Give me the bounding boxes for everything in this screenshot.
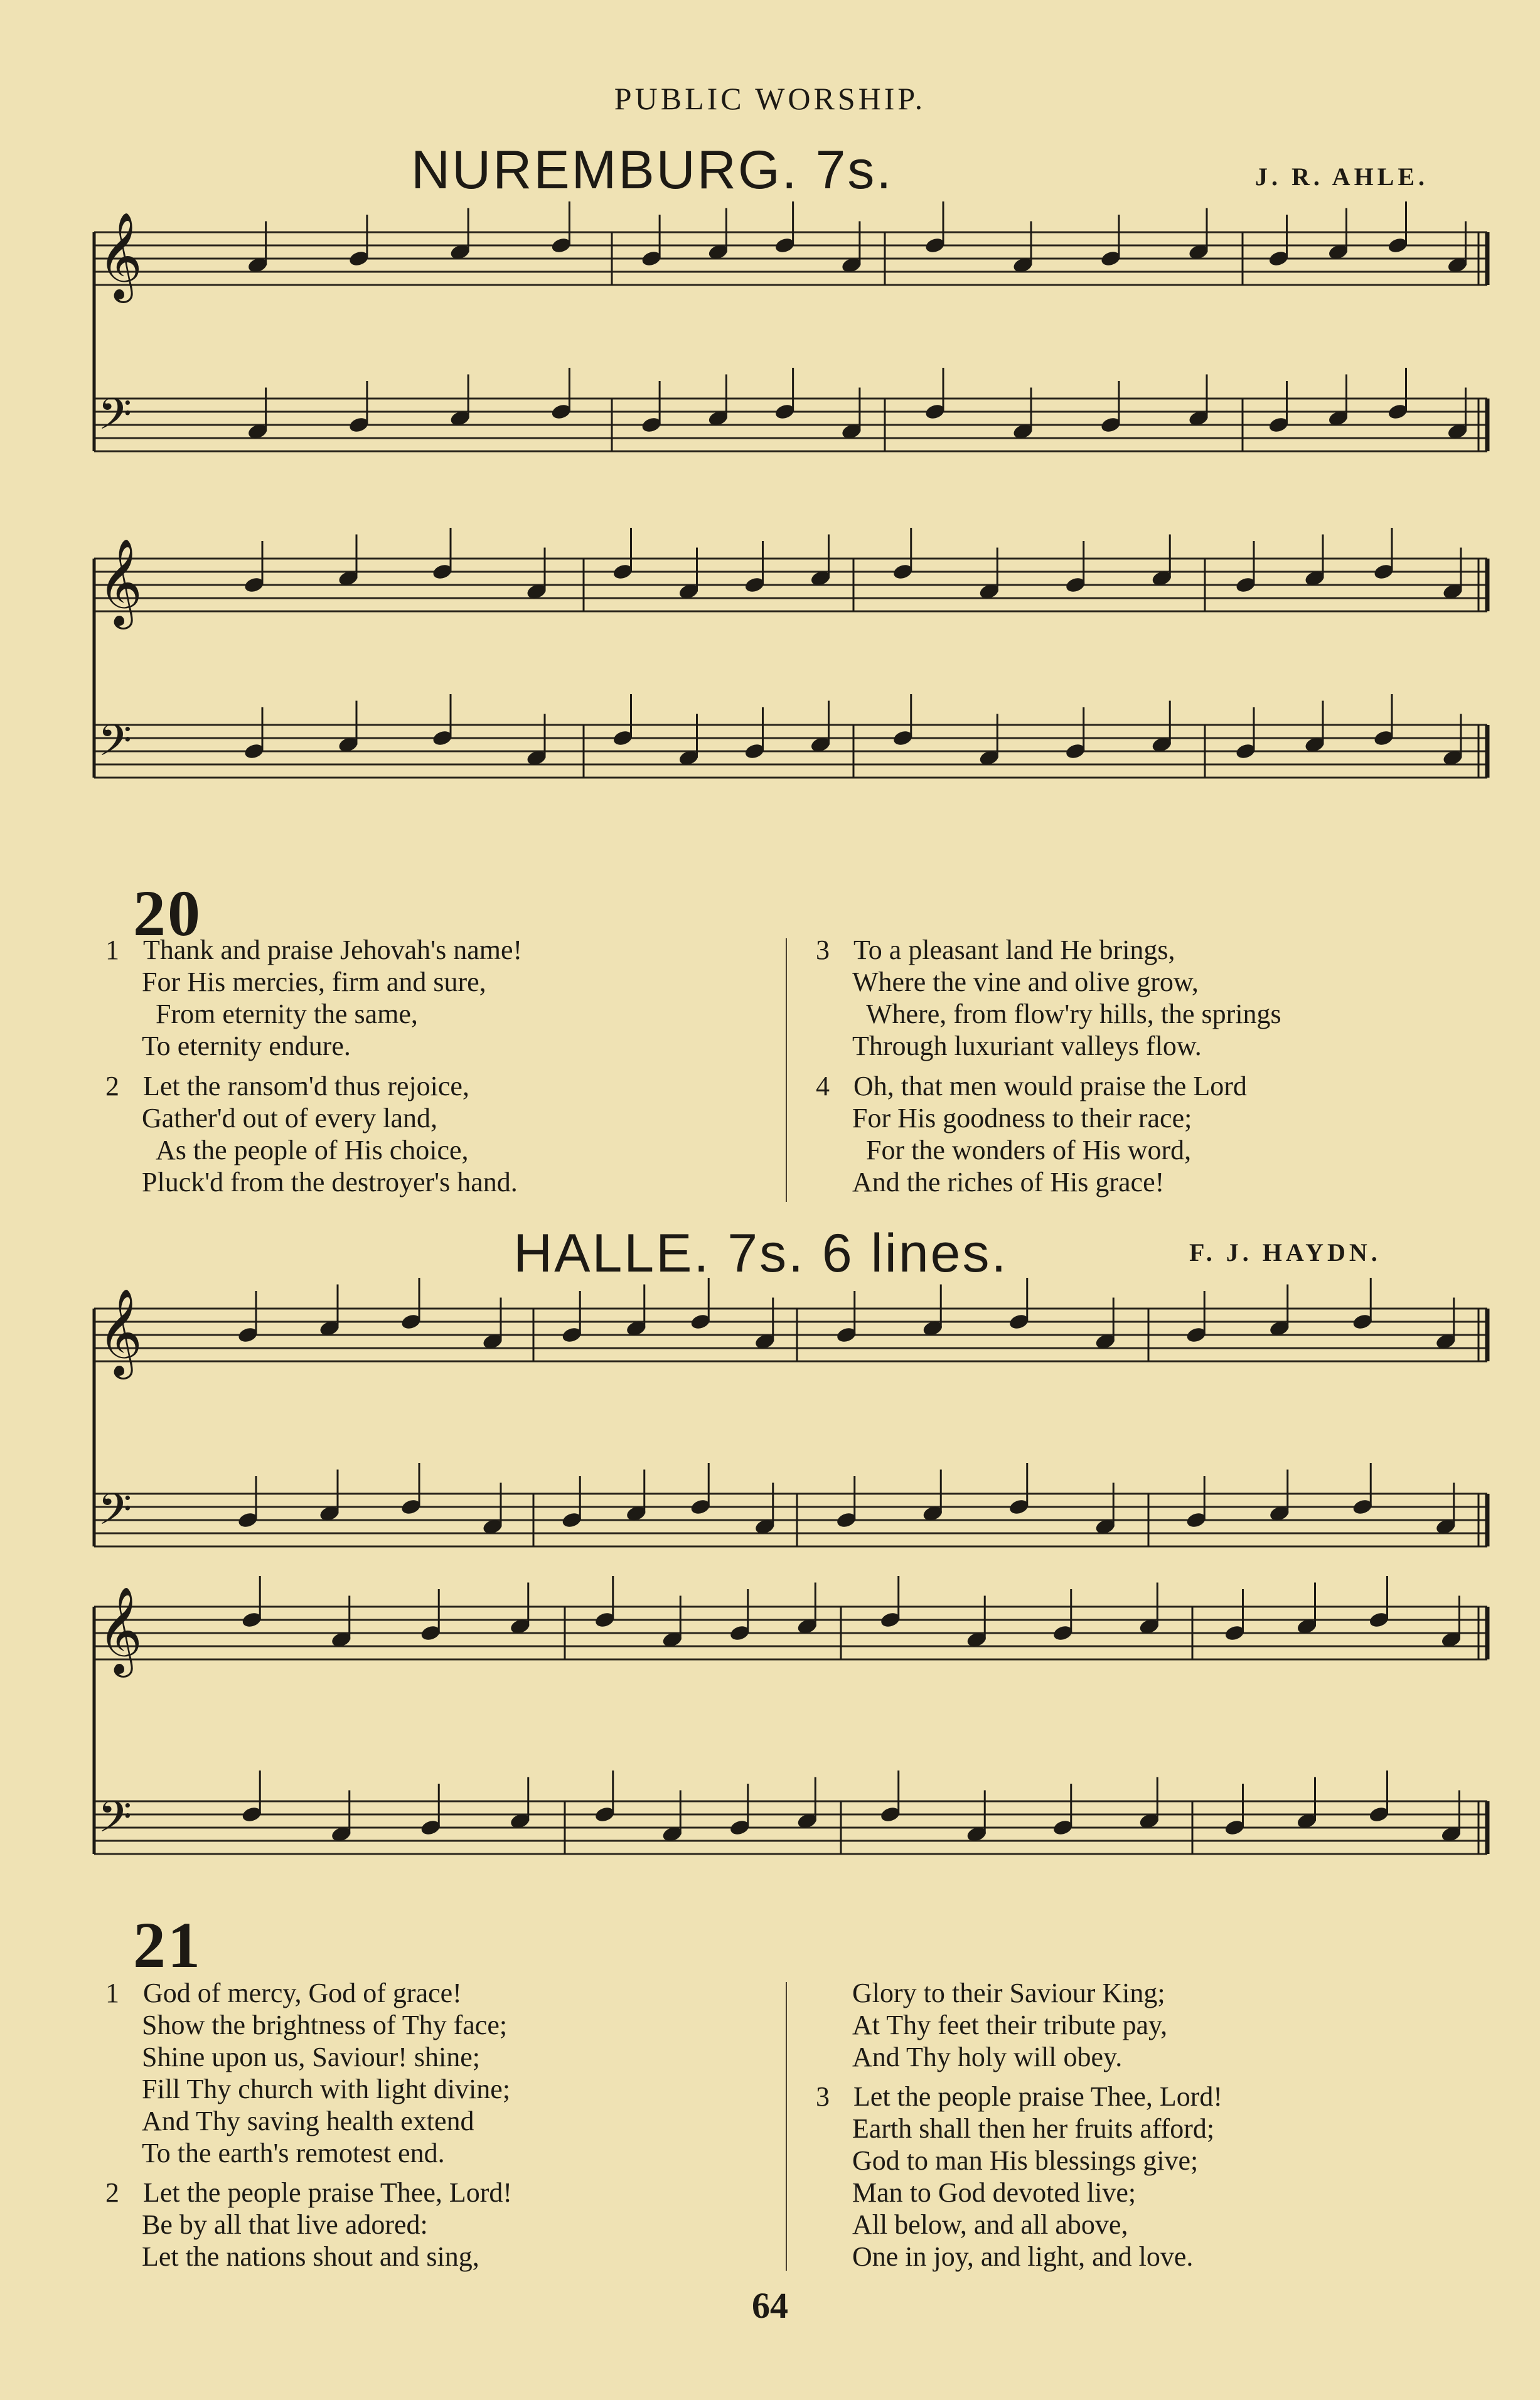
composer: F. J. HAYDN.: [1189, 1238, 1381, 1267]
running-head: PUBLIC WORSHIP.: [614, 81, 926, 116]
stanza-1: [105, 1977, 510, 2169]
lyric-line: Let the ransom'd thus rejoice,: [143, 1071, 469, 1101]
tune-title: HALLE. 7s. 6 lines.: [513, 1223, 1008, 1283]
lyric-line: Gather'd out of every land,: [142, 1103, 437, 1133]
page-number: 64: [752, 2285, 788, 2326]
treble-clef-icon: 𝄞: [98, 1587, 142, 1674]
stanza-3: [816, 934, 1281, 1062]
composer: J. R. AHLE.: [1255, 163, 1429, 191]
lyric-line: For His goodness to their race;: [852, 1103, 1192, 1133]
treble-clef-icon: 𝄞: [98, 538, 142, 626]
lyric-line: Man to God devoted live;: [852, 2177, 1136, 2208]
stanza-number: 1: [105, 935, 119, 965]
tune-title: NUREMBURG. 7s.: [411, 140, 894, 200]
lyric-line: Earth shall then her fruits afford;: [852, 2113, 1215, 2144]
stanza-1: [105, 934, 522, 1062]
stanza-2-continued: [816, 1977, 1167, 2073]
stanza-number: 3: [816, 2081, 830, 2112]
lyric-line: And Thy saving health extend: [142, 2106, 474, 2136]
lyric-line: Oh, that men would praise the Lord: [853, 1071, 1247, 1101]
lyric-line: Shine upon us, Saviour! shine;: [142, 2042, 480, 2072]
lyric-line: At Thy feet their tribute pay,: [852, 2010, 1168, 2040]
lyric-line: God of mercy, God of grace!: [143, 1978, 462, 2008]
music-score-nuremburg: [0, 213, 1540, 904]
bass-clef-icon: 𝄢: [98, 1484, 132, 1545]
lyric-line: As the people of His choice,: [156, 1135, 469, 1165]
bass-clef-icon: 𝄢: [98, 715, 132, 776]
lyric-line: One in joy, and light, and love.: [852, 2241, 1194, 2272]
stanza-2: [105, 1070, 518, 1198]
hymn-number: 20: [133, 877, 202, 950]
lyric-line: God to man His blessings give;: [852, 2145, 1199, 2176]
lyric-line: For His mercies, firm and sure,: [142, 967, 486, 997]
lyric-line: All below, and all above,: [852, 2209, 1128, 2240]
lyric-line: To the earth's remotest end.: [142, 2138, 445, 2168]
lyric-line: To a pleasant land He brings,: [853, 935, 1175, 965]
lyric-line: Glory to their Saviour King;: [852, 1978, 1165, 2008]
treble-clef-icon: 𝄞: [98, 212, 142, 299]
hymn-number: 21: [133, 1909, 202, 1981]
lyric-line: Where, from flow'ry hills, the springs: [866, 999, 1281, 1029]
music-score-halle: [0, 1287, 1540, 1933]
lyric-line: Be by all that live adored:: [142, 2209, 428, 2240]
nuremburg-system-1: [94, 201, 1487, 451]
stanza-number: 3: [816, 935, 830, 965]
column-divider: [786, 938, 787, 1202]
stanza-4: [816, 1070, 1247, 1198]
treble-clef-icon: 𝄞: [98, 1288, 142, 1376]
lyric-line: For the wonders of His word,: [866, 1135, 1192, 1165]
nuremburg-system-2: [94, 528, 1487, 778]
stanza-2: [105, 2177, 512, 2273]
stanza-number: 1: [105, 1978, 119, 2008]
lyric-line: To eternity endure.: [142, 1031, 351, 1061]
halle-system-1: [94, 1278, 1487, 1546]
bass-clef-icon: 𝄢: [98, 1791, 132, 1853]
lyric-line: And Thy holy will obey.: [852, 2042, 1123, 2072]
lyric-line: Show the brightness of Thy face;: [142, 2010, 508, 2040]
stanza-number: 4: [816, 1071, 830, 1101]
stanza-number: 2: [105, 2177, 119, 2208]
lyric-line: Let the people praise Thee, Lord!: [853, 2081, 1223, 2112]
halle-system-2: [94, 1576, 1487, 1854]
lyric-line: And the riches of His grace!: [852, 1167, 1165, 1197]
lyric-line: Through luxuriant valleys flow.: [852, 1031, 1202, 1061]
lyric-line: Thank and praise Jehovah's name!: [143, 935, 523, 965]
bass-clef-icon: 𝄢: [98, 388, 132, 450]
lyric-line: Where the vine and olive grow,: [852, 967, 1199, 997]
stanza-number: 2: [105, 1071, 119, 1101]
lyric-line: From eternity the same,: [156, 999, 418, 1029]
column-divider: [786, 1982, 787, 2271]
lyric-line: Pluck'd from the destroyer's hand.: [142, 1167, 518, 1197]
lyric-line: Let the people praise Thee, Lord!: [143, 2177, 513, 2208]
lyric-line: Let the nations shout and sing,: [142, 2241, 479, 2272]
stanza-3: [816, 2081, 1222, 2273]
lyric-line: Fill Thy church with light divine;: [142, 2074, 511, 2104]
